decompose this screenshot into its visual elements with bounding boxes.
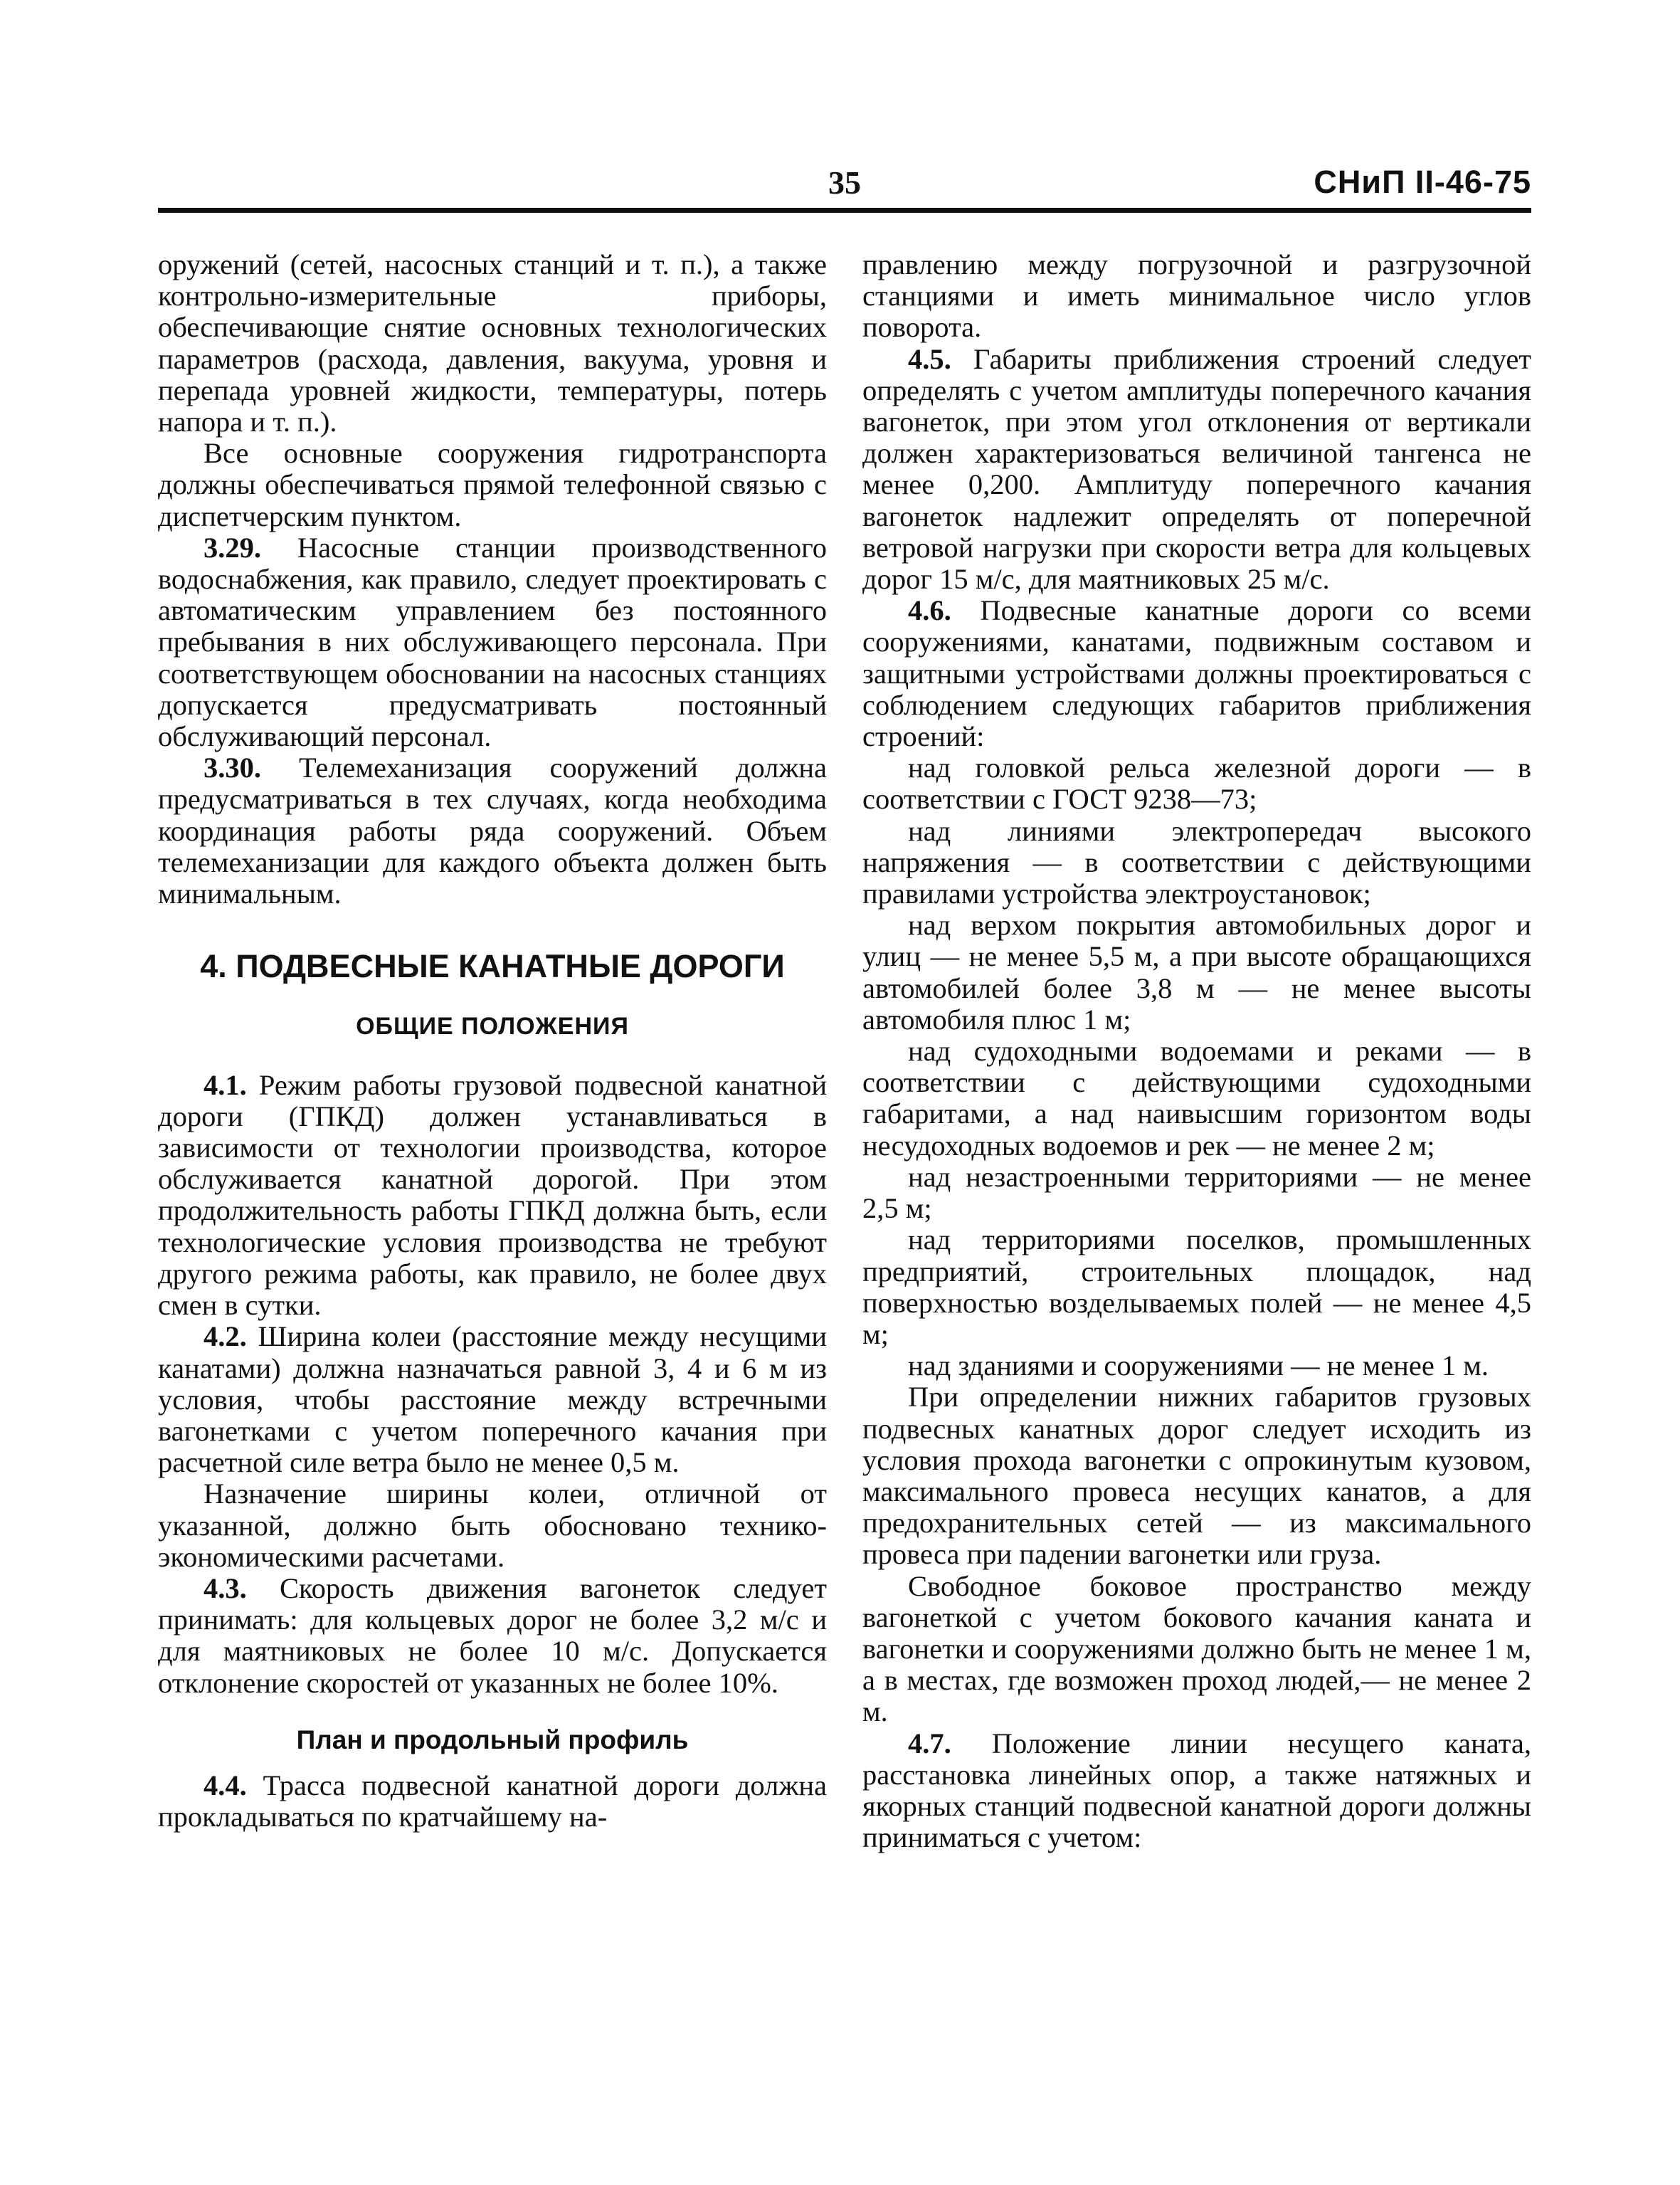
subsection-title: ОБЩИЕ ПОЛОЖЕНИЯ <box>356 1013 629 1041</box>
paragraph: Все основные сооружения гидротранспорта должны обеспечиваться прямой телефонной связью с диспетчерским пунктом. <box>158 437 827 532</box>
paragraph: Свободное боковое пространство между вагонеткой с учетом бокового качания каната и вагонетки и сооружениями должно быть не менее 1 м, а в местах, где возможен проход людей,— не менее 2 м. <box>862 1569 1531 1728</box>
paragraph: При определении нижних габаритов грузовых подвесных канатных дорог следует исходить из условия прохода вагонетки с опрокинутым кузовом, максимального провеса несущих канатов, а для предохранительных сетей — из максимального провеса при падении вагонетки или груза. <box>862 1381 1531 1571</box>
list-item: над верхом покрытия автомобильных дорог и улиц — не менее 5,5 м, а при высоте обращающихся автомобилей более 3,8 м — не менее высоты автомобиля плюс 1 м; <box>862 909 1531 1036</box>
clause-number: 4.7. <box>908 1727 951 1759</box>
page-header <box>158 161 1531 211</box>
clause-text: Насосные станции производственного водоснабжения, как правило, следует проектировать с автоматическим управлением без постоянного пребывания в них обслуживающего персонала. При соответствующем обосновании на насосных станциях допускается предусматривать постоянный обслуживающий персонал. <box>158 531 827 753</box>
clause-3-30 <box>158 752 827 910</box>
clause-number: 4.4. <box>204 1769 247 1801</box>
paragraph: оружений (сетей, насосных станций и т. п.), а также контрольно-измерительные приборы, обеспечивающие снятие основных технологических параметров (расхода, давления, вакуума, уровня и перепада уровней жидкости, температуры, потерь напора и т. п.). <box>158 248 827 438</box>
clause-number: 4.1. <box>204 1068 247 1101</box>
page-number: 35 <box>828 164 861 201</box>
clause-4-6 <box>862 595 1531 752</box>
clause-text: Ширина колеи (расстояние между несущими канатами) должна назначаться равной 3, 4 и 6 м из условия, чтобы расстояние между встречными вагонетками с учетом поперечного качания при расчетной силе ветра было не менее 0,5 м. <box>158 1320 827 1479</box>
clause-4-5 <box>862 344 1531 596</box>
header-rule <box>158 208 1531 213</box>
list-item: над территориями поселков, промышленных предприятий, строительных площадок, над поверхностью возделываемых полей — не менее 4,5 м; <box>862 1223 1531 1350</box>
clause-4-4 <box>158 1770 827 1833</box>
clause-text: Режим работы грузовой подвесной канатной дороги (ГПКД) должен устанавливаться в зависимости от технологии производства, которое обслуживается канатной дорогой. При этом продолжительность работы ГПКД должна быть, если технологические условия производства не требуют другого режима работы, как правило, не более двух смен в сутки. <box>158 1068 827 1322</box>
clause-3-29 <box>158 532 827 752</box>
clause-text: Трасса подвесной канатной дороги должна прокладываться по кратчайшему на- <box>158 1769 827 1833</box>
paragraph: Назначение ширины колеи, отличной от указанной, должно быть обосновано технико-экономическими расчетами. <box>158 1478 827 1573</box>
clause-4-2 <box>158 1321 827 1478</box>
list-item: над судоходными водоемами и реками — в соответствии с действующими судоходными габаритами, а над наивысшим горизонтом воды несудоходных водоемов и рек — не менее 2 м; <box>862 1035 1531 1162</box>
clause-number: 3.30. <box>204 752 261 784</box>
clause-text: Скорость движения вагонеток следует принимать: для кольцевых дорог не более 3,2 м/с и для маятниковых не более 10 м/с. Допускается отклонение скоростей от указанных не более 10%. <box>158 1571 827 1699</box>
clause-text: Подвесные канатные дороги со всеми сооружениями, канатами, подвижным составом и защитными устройствами должны проектироваться с соблюдением следующих габаритов приближения строений: <box>862 594 1531 753</box>
section-title: 4. ПОДВЕСНЫЕ КАНАТНЫЕ ДОРОГИ <box>200 948 785 985</box>
clause-number: 3.29. <box>204 531 261 564</box>
left-column <box>158 249 827 1833</box>
list-item: над зданиями и сооружениями — не менее 1 м. <box>908 1349 1489 1382</box>
list-item: над незастроенными территориями — не менее 2,5 м; <box>862 1160 1531 1225</box>
clause-4-3 <box>158 1573 827 1699</box>
clause-number: 4.2. <box>204 1320 247 1353</box>
clause-text: Телемеханизация сооружений должна предусматриваться в тех случаях, когда необходима координация работы ряда сооружений. Объем телемеханизации для каждого объекта должен быть минимальным. <box>158 752 827 910</box>
list-item: над линиями электропередач высокого напряжения — в соответствии с действующими правилами устройства электроустановок; <box>862 814 1531 910</box>
subsection-title: План и продольный профиль <box>296 1725 689 1754</box>
clause-text: Габариты приближения строений следует определять с учетом амплитуды поперечного качания вагонеток, при этом угол отклонения от вертикали должен характеризоваться величиной тангенса не менее 0,200. Амплитуду поперечного качания вагонеток надлежит определять от поперечной ветровой нагрузки при скорости ветра для кольцевых дорог 15 м/с, для маятниковых 25 м/с. <box>862 342 1531 596</box>
paragraph: правлению между погрузочной и разгрузочной станциями и иметь минимальное число углов поворота. <box>862 248 1531 344</box>
clause-4-1 <box>158 1070 827 1322</box>
document-code: СНиП II-46-75 <box>1314 164 1531 200</box>
right-column <box>862 249 1531 1853</box>
clause-4-7 <box>862 1728 1531 1854</box>
list-item: над головкой рельса железной дороги — в соответствии с ГОСТ 9238—73; <box>862 752 1531 816</box>
clause-number: 4.3. <box>204 1571 247 1604</box>
clause-text: Положение линии несущего каната, расстановка линейных опор, а также натяжных и якорных станций подвесной канатной дороги должны приниматься с учетом: <box>862 1727 1531 1854</box>
clause-number: 4.5. <box>908 342 951 375</box>
clause-number: 4.6. <box>908 594 951 627</box>
